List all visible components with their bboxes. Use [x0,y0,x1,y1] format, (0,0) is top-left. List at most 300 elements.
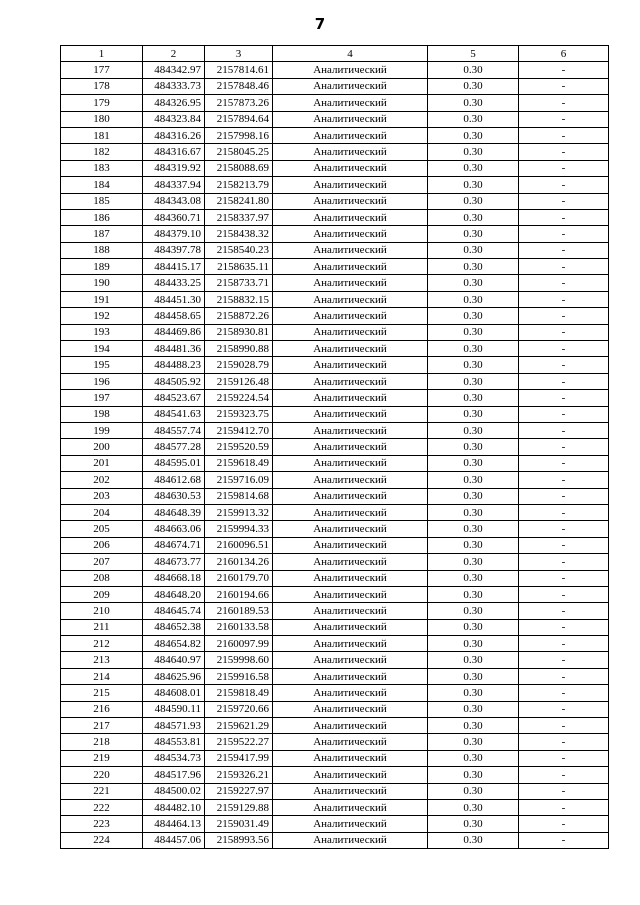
table-row [61,718,609,734]
column-header: 6 [519,46,609,62]
table-cell: Аналитический [273,652,428,668]
table-cell: 484415.17 [143,259,205,275]
table-cell: 202 [61,472,143,488]
table-cell: 484397.78 [143,242,205,258]
table-cell: 182 [61,144,143,160]
column-header: 2 [143,46,205,62]
table-row [61,832,609,848]
table-cell: - [519,209,609,225]
table-cell: - [519,111,609,127]
table-cell: Аналитический [273,636,428,652]
table-cell: Аналитический [273,750,428,766]
table-cell: 2159720.66 [205,701,273,717]
table-row [61,554,609,570]
column-header: 3 [205,46,273,62]
table-cell: 2157873.26 [205,95,273,111]
table-cell: Аналитический [273,242,428,258]
table-cell: Аналитический [273,685,428,701]
table-cell: 0.30 [428,636,519,652]
table-cell: Аналитический [273,308,428,324]
table-cell: 2159412.70 [205,422,273,438]
table-cell: 179 [61,95,143,111]
table-cell: - [519,652,609,668]
table-cell: 2158088.69 [205,160,273,176]
table-cell: 190 [61,275,143,291]
table-cell: 199 [61,422,143,438]
table-cell: - [519,685,609,701]
table-row [61,472,609,488]
table-cell: 222 [61,799,143,815]
table-row [61,439,609,455]
table-cell: 484640.97 [143,652,205,668]
table-cell: 189 [61,259,143,275]
table-cell: 2158337.97 [205,209,273,225]
table-cell: - [519,504,609,520]
table-cell: 205 [61,521,143,537]
table-row [61,406,609,422]
table-cell: - [519,734,609,750]
table-cell: - [519,95,609,111]
table-cell: 484482.10 [143,799,205,815]
table-cell: Аналитический [273,603,428,619]
table-cell: 2160096.51 [205,537,273,553]
table-cell: Аналитический [273,554,428,570]
table-cell: - [519,291,609,307]
table-cell: 484342.97 [143,62,205,78]
table-cell: 2159224.54 [205,390,273,406]
table-cell: 484590.11 [143,701,205,717]
table-cell: Аналитический [273,406,428,422]
table-cell: - [519,160,609,176]
table-cell: Аналитический [273,341,428,357]
table-cell: Аналитический [273,668,428,684]
table-cell: 484337.94 [143,177,205,193]
table-cell: 0.30 [428,95,519,111]
table-cell: 2158872.26 [205,308,273,324]
table-cell: 2159326.21 [205,767,273,783]
table-cell: 0.30 [428,832,519,848]
table-cell: 2160189.53 [205,603,273,619]
table-cell: 195 [61,357,143,373]
table-cell: - [519,259,609,275]
table-cell: 0.30 [428,504,519,520]
table-cell: 0.30 [428,472,519,488]
table-cell: 0.30 [428,816,519,832]
table-cell: 0.30 [428,209,519,225]
table-row [61,701,609,717]
table-cell: Аналитический [273,259,428,275]
table-cell: 2159227.97 [205,783,273,799]
table-cell: 484595.01 [143,455,205,471]
table-cell: - [519,554,609,570]
table-cell: - [519,472,609,488]
table-cell: 218 [61,734,143,750]
table-cell: - [519,767,609,783]
table-cell: Аналитический [273,291,428,307]
table-cell: 0.30 [428,275,519,291]
table-row [61,521,609,537]
table-cell: 484458.65 [143,308,205,324]
table-cell: 186 [61,209,143,225]
table-cell: 0.30 [428,554,519,570]
table-row [61,78,609,94]
table-cell: 181 [61,127,143,143]
table-cell: 2159028.79 [205,357,273,373]
table-row [61,95,609,111]
table-cell: - [519,390,609,406]
table-cell: - [519,718,609,734]
table-cell: 188 [61,242,143,258]
table-cell: 216 [61,701,143,717]
table-cell: 0.30 [428,767,519,783]
table-cell: 484457.06 [143,832,205,848]
table-cell: Аналитический [273,193,428,209]
table-cell: 0.30 [428,422,519,438]
table-cell: 484316.67 [143,144,205,160]
table-row [61,455,609,471]
table-row [61,603,609,619]
table-row [61,308,609,324]
table-cell: 2158213.79 [205,177,273,193]
table-cell: Аналитический [273,734,428,750]
table-cell: 484654.82 [143,636,205,652]
table-cell: 484464.13 [143,816,205,832]
table-row [61,390,609,406]
table-cell: 484577.28 [143,439,205,455]
table-cell: 0.30 [428,783,519,799]
table-cell: Аналитический [273,144,428,160]
table-cell: 0.30 [428,685,519,701]
table-cell: Аналитический [273,127,428,143]
table-cell: 484333.73 [143,78,205,94]
table-cell: 484625.96 [143,668,205,684]
table-row [61,619,609,635]
table-cell: Аналитический [273,701,428,717]
table-cell: Аналитический [273,422,428,438]
table-cell: 484451.30 [143,291,205,307]
table-cell: 484517.96 [143,767,205,783]
table-cell: 0.30 [428,177,519,193]
table-cell: 0.30 [428,406,519,422]
table-cell: 0.30 [428,127,519,143]
table-cell: 2159126.48 [205,373,273,389]
table-row [61,209,609,225]
table-cell: 200 [61,439,143,455]
table-cell: Аналитический [273,718,428,734]
table-row [61,668,609,684]
table-cell: 484673.77 [143,554,205,570]
table-cell: 2157998.16 [205,127,273,143]
table-cell: - [519,750,609,766]
table-cell: 0.30 [428,619,519,635]
table-cell: 196 [61,373,143,389]
table-cell: 221 [61,783,143,799]
table-cell: 177 [61,62,143,78]
table-cell: 211 [61,619,143,635]
table-row [61,193,609,209]
table-cell: - [519,586,609,602]
table-row [61,144,609,160]
table-cell: - [519,324,609,340]
table-cell: 0.30 [428,259,519,275]
table-cell: 484663.06 [143,521,205,537]
table-cell: 2159716.09 [205,472,273,488]
table-cell: Аналитический [273,160,428,176]
table-cell: 0.30 [428,439,519,455]
table-cell: 0.30 [428,373,519,389]
table-cell: 198 [61,406,143,422]
table-cell: 204 [61,504,143,520]
table-cell: 2158241.80 [205,193,273,209]
table-cell: 0.30 [428,488,519,504]
table-cell: Аналитический [273,816,428,832]
table-cell: - [519,668,609,684]
table-cell: 193 [61,324,143,340]
table-cell: 484488.23 [143,357,205,373]
table-row [61,652,609,668]
table-row [61,488,609,504]
table-cell: - [519,521,609,537]
table-cell: Аналитический [273,488,428,504]
table-cell: 484541.63 [143,406,205,422]
table-cell: 484668.18 [143,570,205,586]
table-cell: - [519,422,609,438]
table-cell: 0.30 [428,586,519,602]
table-cell: Аналитический [273,832,428,848]
table-cell: 484534.73 [143,750,205,766]
table-cell: - [519,62,609,78]
table-cell: Аналитический [273,619,428,635]
table-cell: 2157848.46 [205,78,273,94]
table-cell: 484612.68 [143,472,205,488]
table-cell: 484645.74 [143,603,205,619]
table-cell: 214 [61,668,143,684]
table-cell: 484648.39 [143,504,205,520]
table-cell: 203 [61,488,143,504]
table-cell: 0.30 [428,341,519,357]
table-row [61,242,609,258]
table-cell: 2158832.15 [205,291,273,307]
table-cell: Аналитический [273,373,428,389]
table-row [61,373,609,389]
table-cell: 2160097.99 [205,636,273,652]
table-cell: 484469.86 [143,324,205,340]
table-cell: - [519,439,609,455]
table-cell: 224 [61,832,143,848]
table-cell: 0.30 [428,78,519,94]
table-cell: 2157894.64 [205,111,273,127]
table-row [61,62,609,78]
table-row [61,160,609,176]
table-cell: 197 [61,390,143,406]
table-cell: 208 [61,570,143,586]
table-cell: 0.30 [428,570,519,586]
table-cell: 484319.92 [143,160,205,176]
table-row [61,504,609,520]
table-cell: 484652.38 [143,619,205,635]
table-row [61,537,609,553]
table-cell: 0.30 [428,734,519,750]
table-cell: 484343.08 [143,193,205,209]
table-cell: 0.30 [428,668,519,684]
table-cell: 484630.53 [143,488,205,504]
table-cell: 2158993.56 [205,832,273,848]
table-cell: Аналитический [273,472,428,488]
table-row [61,767,609,783]
table-cell: - [519,406,609,422]
table-cell: - [519,701,609,717]
table-cell: 2158635.11 [205,259,273,275]
table-row [61,177,609,193]
table-cell: 484379.10 [143,226,205,242]
table-cell: - [519,78,609,94]
table-cell: - [519,226,609,242]
table-cell: - [519,357,609,373]
table-cell: 2158438.32 [205,226,273,242]
table-cell: 484360.71 [143,209,205,225]
table-cell: Аналитический [273,226,428,242]
table-cell: Аналитический [273,783,428,799]
table-cell: 2159814.68 [205,488,273,504]
table-cell: 0.30 [428,226,519,242]
table-cell: 2159916.58 [205,668,273,684]
table-cell: 2160133.58 [205,619,273,635]
table-cell: 0.30 [428,324,519,340]
table-cell: 2159031.49 [205,816,273,832]
table-cell: 0.30 [428,357,519,373]
table-cell: 0.30 [428,652,519,668]
table-cell: 484523.67 [143,390,205,406]
table-cell: 0.30 [428,390,519,406]
table-cell: Аналитический [273,586,428,602]
table-cell: Аналитический [273,455,428,471]
table-cell: 0.30 [428,308,519,324]
table-cell: Аналитический [273,324,428,340]
table-cell: 0.30 [428,718,519,734]
table-cell: 220 [61,767,143,783]
table-cell: 484648.20 [143,586,205,602]
table-cell: 484674.71 [143,537,205,553]
table-cell: 0.30 [428,603,519,619]
table-cell: - [519,603,609,619]
table-row [61,586,609,602]
table-cell: 0.30 [428,521,519,537]
table-cell: 484326.95 [143,95,205,111]
table-cell: 187 [61,226,143,242]
table-cell: 210 [61,603,143,619]
table-cell: - [519,242,609,258]
table-cell: 0.30 [428,111,519,127]
table-cell: 183 [61,160,143,176]
table-cell: 2159998.60 [205,652,273,668]
table-cell: 191 [61,291,143,307]
table-cell: 0.30 [428,242,519,258]
table-cell: Аналитический [273,357,428,373]
table-cell: 484323.84 [143,111,205,127]
table-cell: 206 [61,537,143,553]
table-cell: 2158045.25 [205,144,273,160]
table-cell: Аналитический [273,504,428,520]
table-cell: 194 [61,341,143,357]
table-cell: 484433.25 [143,275,205,291]
table-cell: 0.30 [428,537,519,553]
table-cell: 2158990.88 [205,341,273,357]
table-cell: 2159913.32 [205,504,273,520]
table-cell: 484505.92 [143,373,205,389]
table-cell: 212 [61,636,143,652]
table-cell: Аналитический [273,62,428,78]
table-row [61,783,609,799]
table-cell: 2159522.27 [205,734,273,750]
table-cell: 2160179.70 [205,570,273,586]
table-cell: - [519,537,609,553]
table-cell: 484500.02 [143,783,205,799]
table-cell: 185 [61,193,143,209]
table-row [61,734,609,750]
table-cell: 2157814.61 [205,62,273,78]
table-cell: 219 [61,750,143,766]
table-cell: 184 [61,177,143,193]
column-header: 5 [428,46,519,62]
table-cell: - [519,373,609,389]
table-cell: 0.30 [428,750,519,766]
table-cell: - [519,144,609,160]
table-cell: 0.30 [428,701,519,717]
table-cell: Аналитический [273,78,428,94]
table-cell: Аналитический [273,570,428,586]
table-row [61,750,609,766]
table-cell: 484481.36 [143,341,205,357]
table-cell: 484608.01 [143,685,205,701]
table-cell: 213 [61,652,143,668]
table-cell: 2159323.75 [205,406,273,422]
table-cell: 0.30 [428,193,519,209]
coordinates-table [60,45,609,849]
table-cell: 0.30 [428,455,519,471]
table-cell: - [519,193,609,209]
table-cell: Аналитический [273,209,428,225]
table-row [61,259,609,275]
table-row [61,799,609,815]
table-cell: Аналитический [273,537,428,553]
table-cell: 2159618.49 [205,455,273,471]
table-cell: - [519,619,609,635]
table-cell: - [519,799,609,815]
table-cell: 2158540.23 [205,242,273,258]
table-cell: 2159417.99 [205,750,273,766]
table-cell: Аналитический [273,275,428,291]
table-cell: 2159994.33 [205,521,273,537]
table-row [61,636,609,652]
table-cell: 2159129.88 [205,799,273,815]
table-cell: - [519,275,609,291]
table-cell: 2159621.29 [205,718,273,734]
table-cell: 192 [61,308,143,324]
table-cell: 484553.81 [143,734,205,750]
table-cell: 2160194.66 [205,586,273,602]
table-cell: - [519,127,609,143]
table-cell: 178 [61,78,143,94]
page-number: 7 [314,15,326,33]
table-cell: 215 [61,685,143,701]
table-cell: Аналитический [273,390,428,406]
table-row [61,226,609,242]
table-row [61,111,609,127]
table-cell: - [519,177,609,193]
table-cell: 2158733.71 [205,275,273,291]
table-cell: - [519,783,609,799]
table-row [61,570,609,586]
